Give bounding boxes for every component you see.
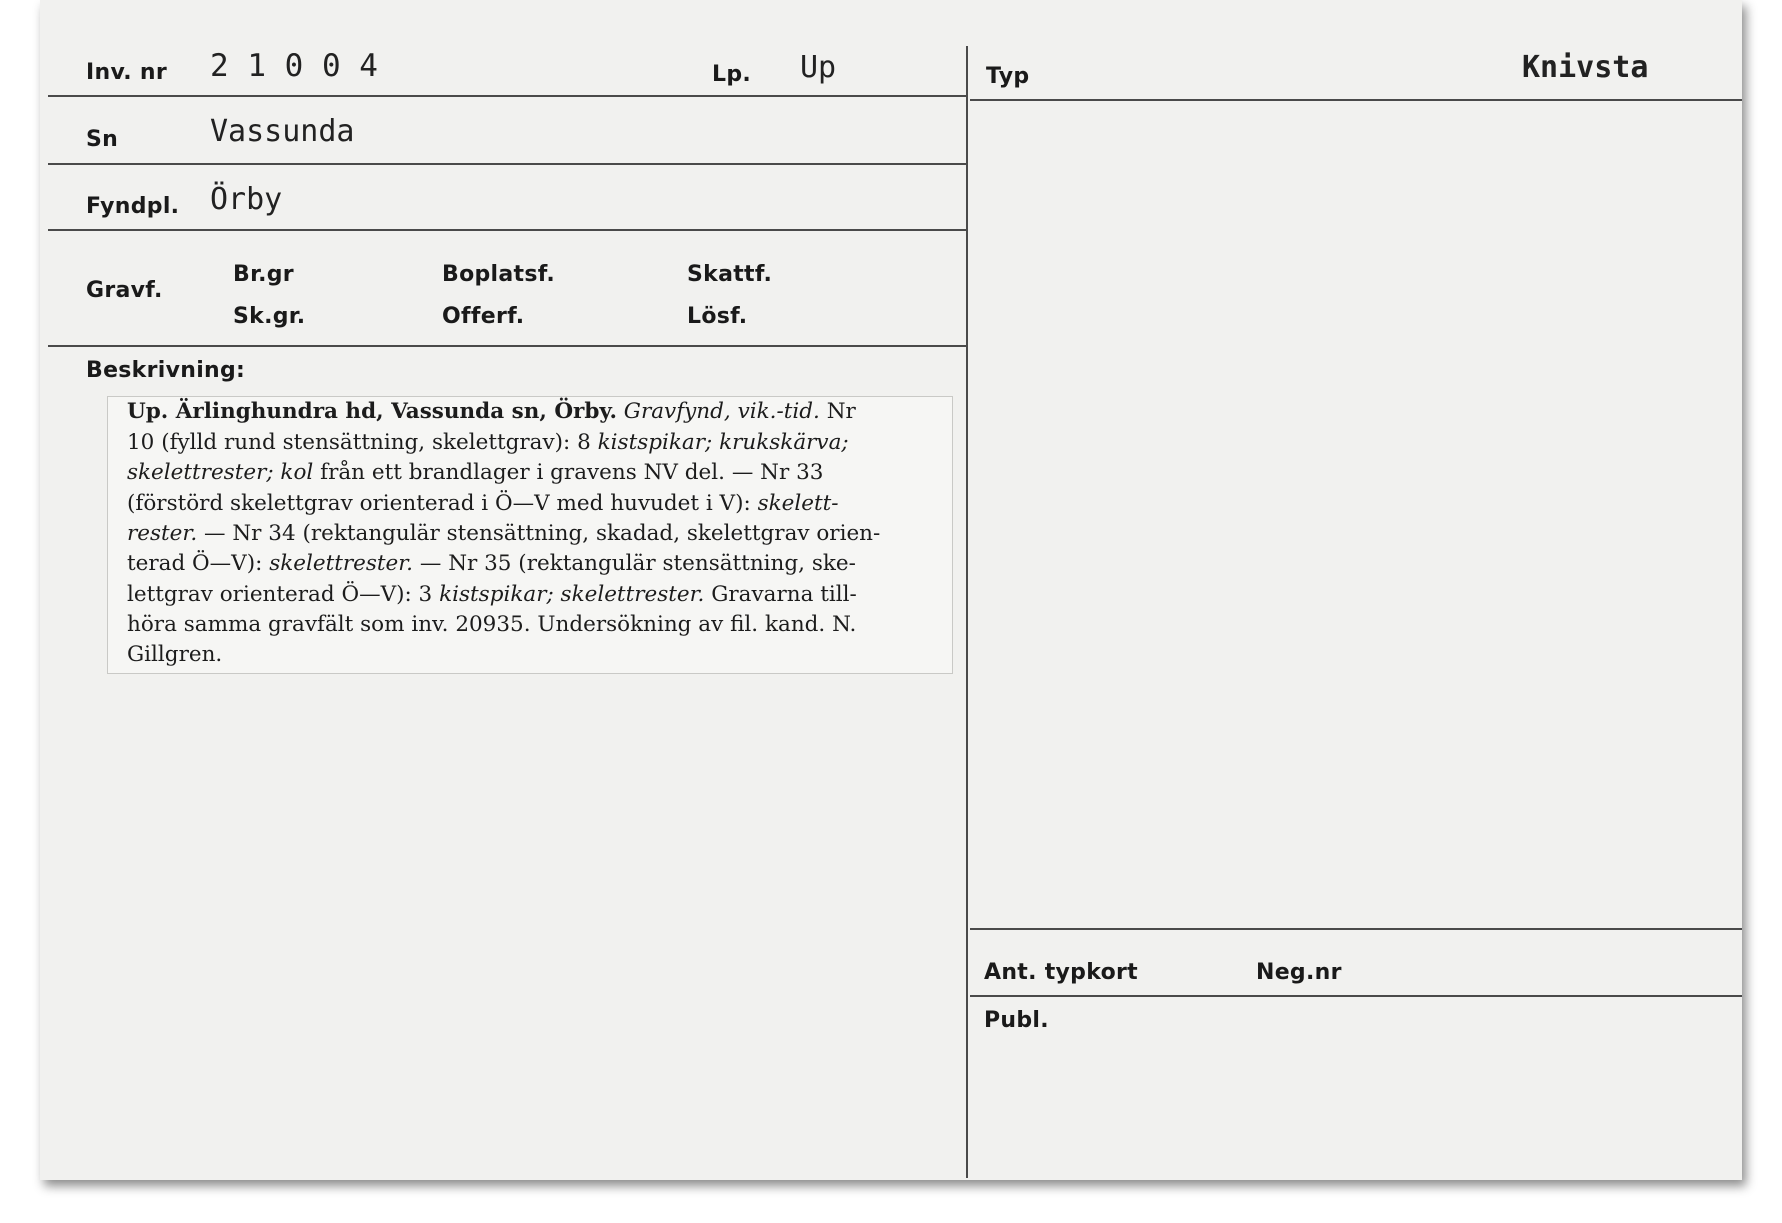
rule-typ — [970, 99, 1742, 101]
inv-nr-label: Inv. nr — [86, 60, 168, 85]
rule-gravf — [48, 345, 966, 347]
ant-typkort-label: Ant. typkort — [984, 960, 1138, 985]
gravf-label: Gravf. — [86, 278, 163, 303]
losf-label: Lösf. — [687, 304, 748, 329]
rule-typkort — [970, 928, 1742, 930]
lp-label: Lp. — [712, 62, 752, 87]
column-divider — [966, 46, 968, 1178]
catalog-card — [40, 0, 1742, 1180]
description-line: 10 (fylld rund stensättning, skelettgrav): 8 kistspikar; krukskärva; — [127, 430, 849, 455]
publ-label: Publ. — [984, 1008, 1049, 1033]
rule-fyndpl — [48, 229, 966, 231]
description-line: terad Ö—V): skelettrester. — Nr 35 (rektangulär stensättning, ske- — [127, 551, 856, 576]
neg-nr-label: Neg.nr — [1256, 960, 1342, 985]
skattf-label: Skattf. — [687, 262, 773, 287]
sn-label: Sn — [86, 127, 119, 152]
description-line: skelettrester; kol från ett brandlager i gravens NV del. — Nr 33 — [127, 460, 824, 485]
inv-nr-value: 2 1 0 0 4 — [210, 48, 378, 84]
beskrivning-label: Beskrivning: — [86, 358, 246, 383]
sk-gr-label: Sk.gr. — [233, 304, 306, 329]
offerf-label: Offerf. — [442, 304, 525, 329]
description-clipping — [107, 396, 953, 674]
fyndpl-label: Fyndpl. — [86, 194, 180, 219]
sn-value: Vassunda — [210, 114, 355, 149]
description-line: Gillgren. — [127, 642, 223, 667]
description-line: rester. — Nr 34 (rektangulär stensättning, skadad, skelettgrav orien- — [127, 521, 881, 546]
br-gr-label: Br.gr — [233, 262, 294, 287]
lp-value: Up — [800, 50, 837, 85]
typ-label: Typ — [986, 64, 1030, 89]
fyndpl-value: Örby — [210, 182, 283, 217]
typ-value: Knivsta — [1522, 50, 1649, 85]
rule-publ — [970, 995, 1742, 997]
boplatsf-label: Boplatsf. — [442, 262, 556, 287]
description-line: Up. Ärlinghundra hd, Vassunda sn, Örby. Gravfynd, vik.-tid. Nr — [127, 399, 856, 424]
description-line: höra samma gravfält som inv. 20935. Undersökning av fil. kand. N. — [127, 612, 857, 637]
description-line: lettgrav orienterad Ö—V): 3 kistspikar; skelettrester. Gravarna till- — [127, 582, 857, 607]
rule-inv — [48, 95, 966, 97]
rule-sn — [48, 163, 966, 165]
description-line: (förstörd skelettgrav orienterad i Ö—V med huvudet i V): skelett- — [127, 491, 839, 516]
